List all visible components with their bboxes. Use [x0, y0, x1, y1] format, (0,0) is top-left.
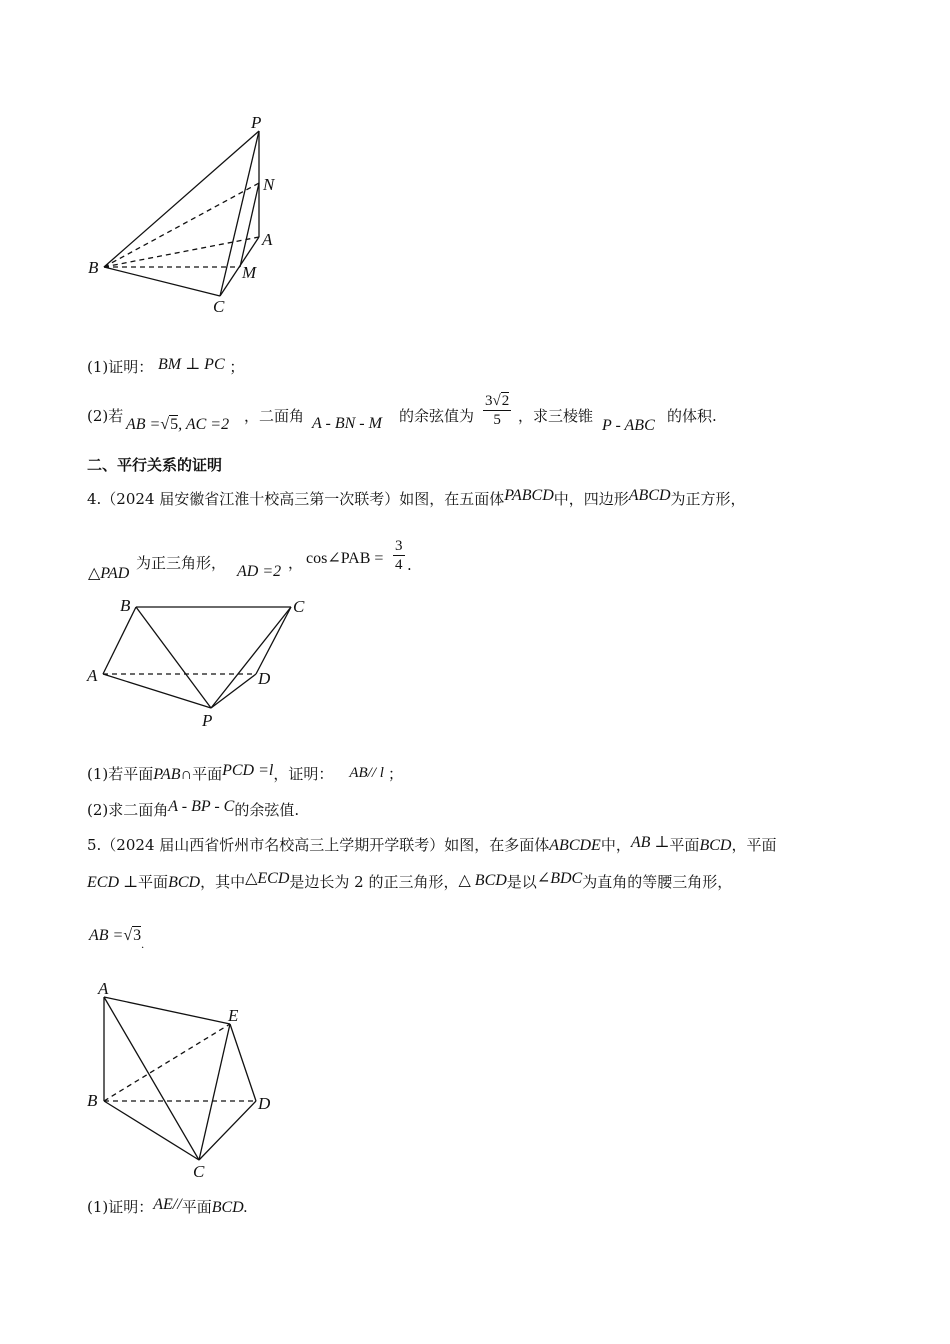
label-d: D [258, 669, 271, 688]
label-a: A [87, 666, 98, 685]
q5-triangle-bcd: △ BCD [458, 872, 507, 889]
label-n: N [263, 175, 275, 194]
q4-ab-parallel-l: AB// l [349, 765, 384, 781]
q4-plane-pab: PAB [153, 766, 181, 783]
q3-frac-coef: 3 [485, 393, 493, 409]
q4-frac-num: 3 [395, 538, 403, 554]
q4-part2-text2: 的余弦值. [234, 801, 300, 819]
label-b: B [87, 1091, 98, 1110]
label-a: A [262, 230, 273, 249]
q4-source: 4.（2024 届安徽省江淮十校高三第一次联考）如图，在五面体 [87, 490, 505, 508]
q3-part2-text2: 的余弦值为 [399, 407, 475, 425]
q3-part1-suffix: ； [229, 358, 245, 376]
edge-ac [104, 997, 199, 1160]
q4-cos-pab: cos∠PAB = [306, 550, 384, 567]
q4-triangle-pad: △PAD [88, 565, 130, 582]
q4-intersection: ∩ [180, 766, 193, 783]
q4-part1-text1: (1)若平面 [87, 765, 154, 783]
q4-plane-pcd: PCD =l [222, 762, 274, 779]
q3-dihedral-angle: A - BN - M [312, 415, 382, 432]
label-p: P [251, 113, 262, 132]
q3-part2-prefix: (2)若 [87, 407, 124, 425]
label-e: E [228, 1006, 239, 1025]
q3-sqrt5: 5 [170, 416, 179, 433]
q4-line2-text1: 为正三角形， [136, 554, 227, 572]
edge-ed [230, 1024, 256, 1101]
q5-text3: 平面 [669, 836, 700, 854]
label-b: B [88, 258, 99, 277]
q5-ab-perp: AB ⊥ [630, 834, 670, 851]
q5-ecd-perp: ECD ⊥ [87, 874, 139, 891]
q4-ad-eq: AD =2 [237, 563, 282, 580]
edge-ae [104, 997, 230, 1024]
q3-frac-sqrt: 2 [501, 393, 510, 409]
label-c: C [213, 297, 225, 316]
label-b: B [120, 596, 131, 615]
label-d: D [258, 1094, 271, 1113]
edge-dc [199, 1101, 256, 1160]
edge-bc [104, 1101, 199, 1160]
label-a: A [98, 979, 109, 998]
q4-square: ABCD [628, 487, 671, 504]
label-p: P [202, 711, 213, 730]
q3-pyramid-name: P - ABC [602, 417, 655, 434]
q4-text3: 为正方形， [670, 490, 746, 508]
section-title-parallel: 二、平行关系的证明 [87, 456, 223, 474]
q5-part1 [87, 1197, 248, 1218]
q5-plane-bcd: BCD [699, 837, 732, 854]
q4-dihedral-angle: A - BP - C [168, 798, 235, 815]
q4-part1-text3: ，证明： [273, 765, 334, 783]
q4-pentahedron: PABCD [504, 487, 554, 504]
q4-line2-end: . [407, 556, 412, 574]
label-c: C [293, 597, 305, 616]
q5-line2-text4: 是以 [506, 873, 537, 891]
q3-part1-math: BM ⊥ PC [158, 356, 225, 373]
q5-plane-bcd-2: BCD [168, 874, 201, 891]
q5-part1-text2: 平面 [181, 1198, 212, 1216]
q3-frac-den: 5 [493, 412, 501, 428]
label-c: C [193, 1162, 205, 1181]
q3-ab-eq: AB = [126, 416, 161, 433]
q3-cos-fraction: $\frac{3√2}{5}$ [485, 393, 510, 428]
q5-text4: ，平面 [731, 836, 777, 854]
q3-part1-prefix: (1)证明： [87, 358, 154, 376]
q3-part2-text1: ，二面角 [244, 407, 305, 425]
q4-line2-text2: ， [288, 554, 304, 572]
edge-be [104, 1024, 230, 1101]
q5-part1-text1: (1)证明： [87, 1198, 154, 1216]
edge-ec [199, 1024, 230, 1160]
q5-line3-end: . [141, 937, 145, 951]
q3-part2-text3: ，求三棱锥 [518, 407, 594, 425]
q5-ab-eq: AB = [89, 927, 124, 944]
q5-ae-parallel: AE// [153, 1196, 182, 1213]
q5-angle-bdc: ∠BDC [536, 870, 583, 887]
q4-frac-den: 4 [395, 557, 403, 573]
q5-ab-value: AB $=√3_.$ [89, 927, 145, 951]
q4-part1-text4: ； [387, 765, 403, 783]
q5-line2-text5: 为直角的等腰三角形， [582, 873, 733, 891]
q3-part2-condition: AB =√5, AC =2 [126, 416, 230, 433]
q5-source: 5.（2024 届山西省忻州市名校高三上学期开学联考）如图，在多面体 [87, 836, 550, 854]
q4-part2-text1: (2)求二面角 [87, 801, 169, 819]
label-m: M [242, 263, 257, 282]
q5-sqrt3: 3 [133, 927, 142, 944]
q5-text2: 中， [600, 836, 631, 854]
q5-plane-bcd-3: BCD. [211, 1199, 248, 1216]
q4-text2: 中，四边形 [553, 490, 629, 508]
q5-polyhedron: ABCDE [549, 837, 601, 854]
q5-line2-text1: 平面 [138, 873, 169, 891]
q4-part1-text2: 平面 [192, 765, 223, 783]
q5-triangle-ecd: △ECD [245, 870, 290, 887]
q5-line2-text2: ，其中 [200, 873, 246, 891]
q3-ac-eq: , AC =2 [178, 416, 230, 433]
q5-line2-text3: 是边长为 2 的正三角形， [289, 873, 459, 891]
q3-part2-text4: 的体积. [667, 407, 717, 425]
